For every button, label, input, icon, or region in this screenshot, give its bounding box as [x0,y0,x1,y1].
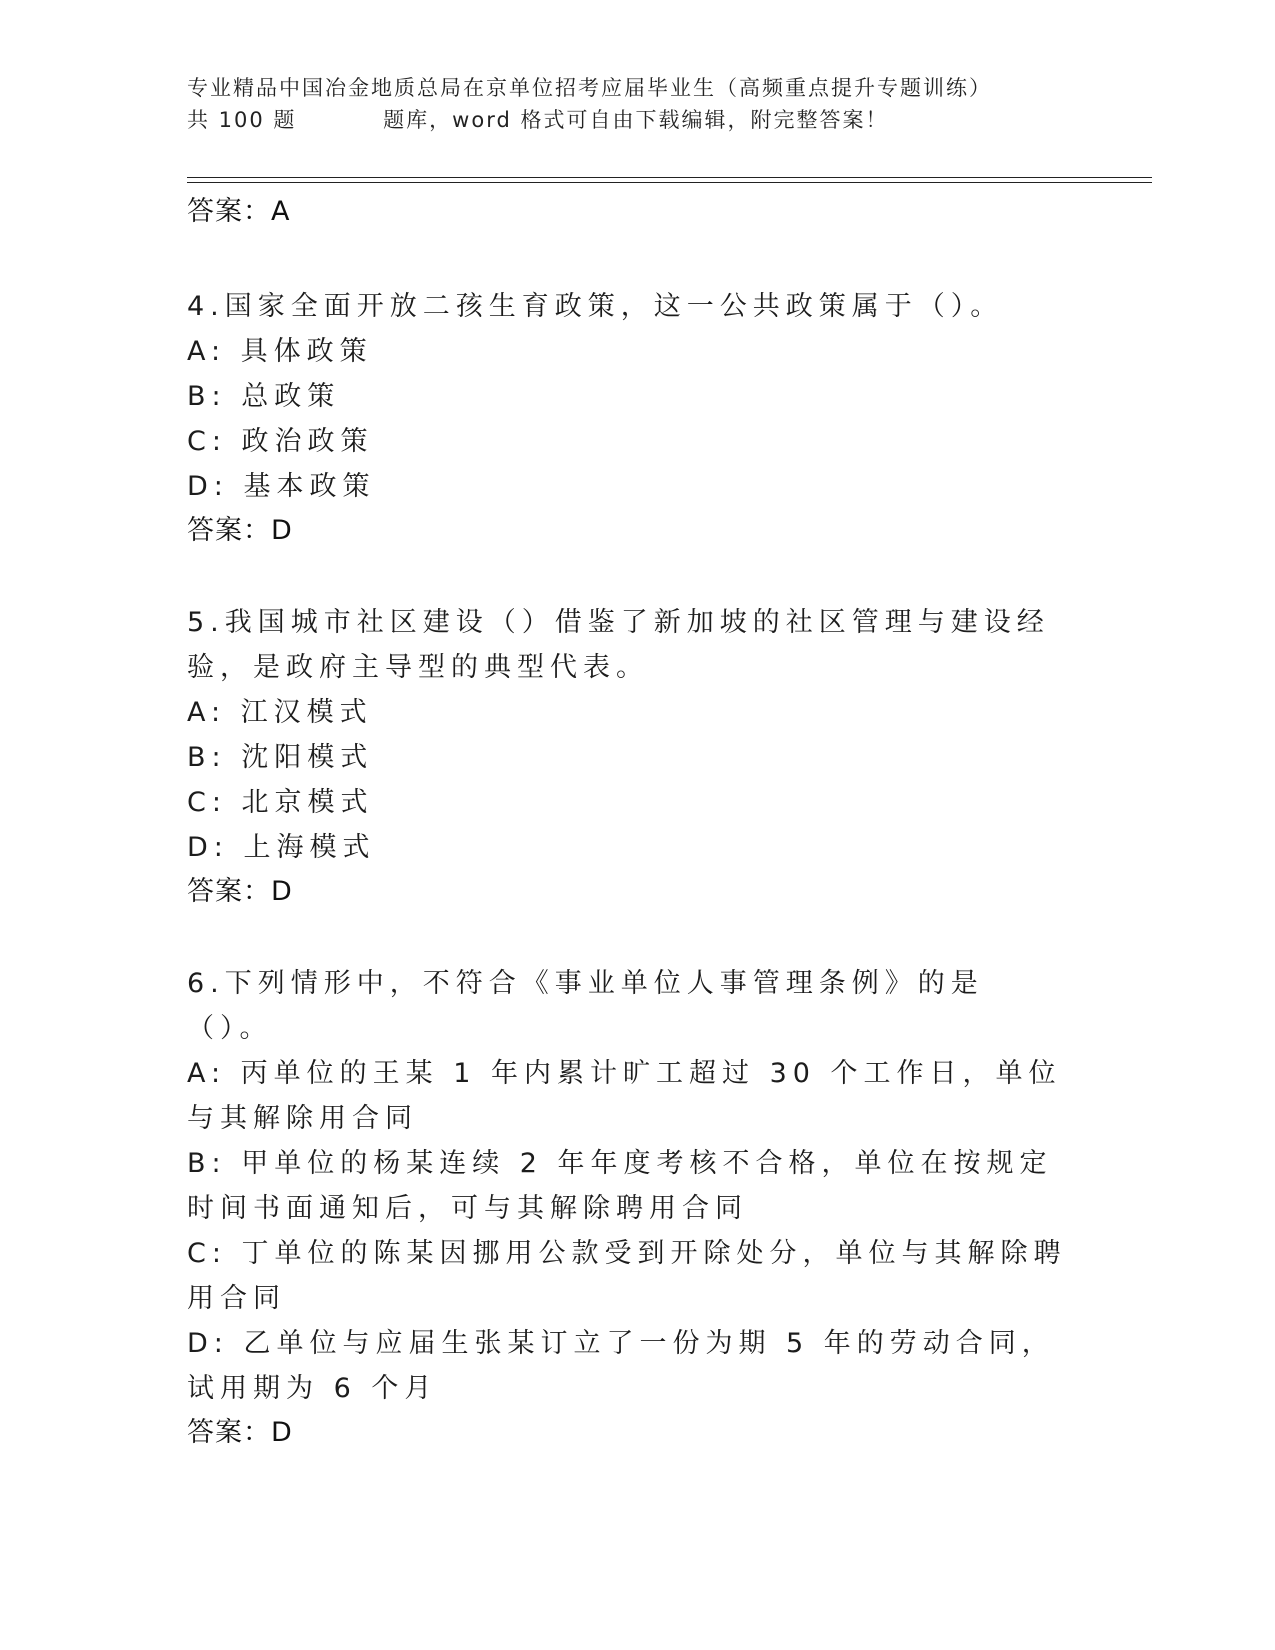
header-title-line: 专业精品中国冶金地质总局在京单位招考应届毕业生（高频重点提升专题训练） [187,76,992,100]
header-divider-bottom [187,182,1152,183]
answer-line: 答案：A [187,196,291,227]
question-6 [187,961,1067,1455]
question-stem: 5.我国城市社区建设（）借鉴了新加坡的社区管理与建设经验，是政府主导型的典型代表。 [187,607,1050,683]
answer-line: 答案：D [187,876,293,907]
option-d: D: 基本政策 [187,471,376,502]
option-b: B: 甲单位的杨某连续 2 年年度考核不合格，单位在按规定时间书面通知后，可与其解除聘用合同 [187,1148,1053,1224]
header-divider-top [187,177,1152,178]
option-c: C: 丁单位的陈某因挪用公款受到开除处分，单位与其解除聘用合同 [187,1238,1067,1314]
option-c: C: 政治政策 [187,426,374,457]
header-subtitle-line: 共 100 题 题库，word 格式可自由下载编辑，附完整答案！ [187,108,889,132]
option-d: D: 乙单位与应届生张某订立了一份为期 5 年的劳动合同，试用期为 6 个月 [187,1328,1055,1404]
option-d: D: 上海模式 [187,832,376,863]
answer-line: 答案：D [187,515,293,546]
option-a: A: 江汉模式 [187,697,373,728]
question-stem: 6.下列情形中，不符合《事业单位人事管理条例》的是（）。 [187,968,984,1044]
option-c: C: 北京模式 [187,787,374,818]
option-a: A: 丙单位的王某 1 年内累计旷工超过 30 个工作日，单位与其解除用合同 [187,1058,1062,1134]
question-5 [187,600,1067,914]
answer-line: 答案：D [187,1417,293,1448]
question-4 [187,284,1067,553]
option-a: A: 具体政策 [187,336,373,367]
option-b: B: 总政策 [187,381,341,412]
question-list [187,190,1067,1502]
document-header [187,72,1087,136]
question-stem: 4.国家全面开放二孩生育政策，这一公共政策属于（）。 [187,291,1004,322]
option-b: B: 沈阳模式 [187,742,374,773]
